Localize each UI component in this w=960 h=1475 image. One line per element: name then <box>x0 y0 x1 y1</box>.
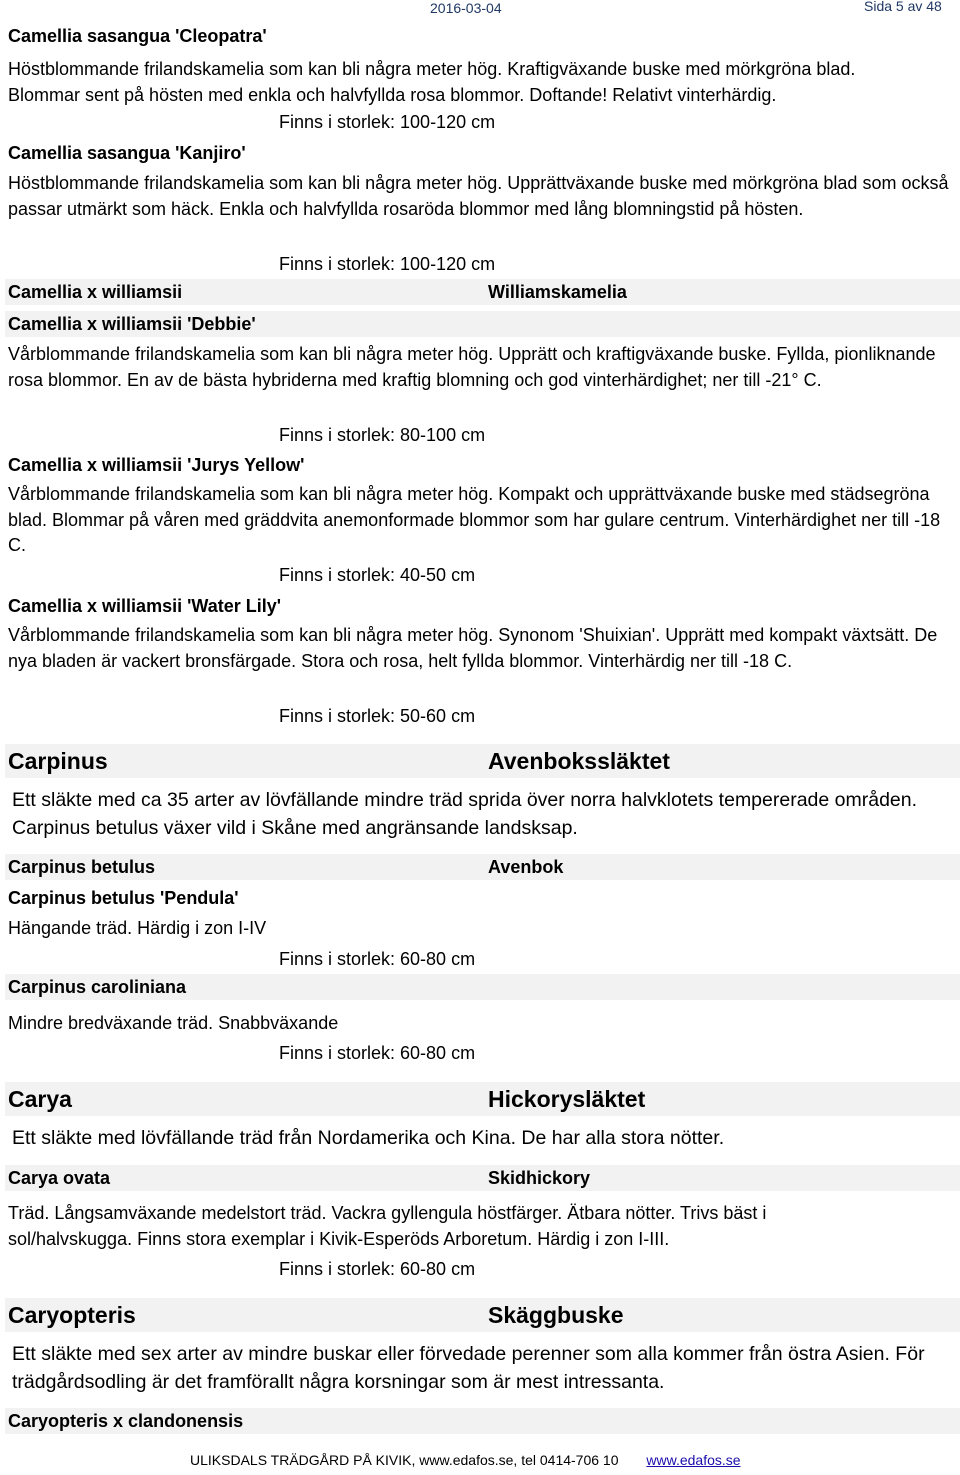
footer <box>190 1452 741 1468</box>
entry-size: Finns i storlek: 60-80 cm <box>279 949 476 969</box>
entry-size: Finns i storlek: 40-50 cm <box>279 565 476 585</box>
entry-description: Vårblommande frilandskamelia som kan bli några meter hög. Upprätt och kraftigväxande buske. Fyllda, pionliknande rosa blommor. En av de bästa hybriderna med kraftig blomning och god vinterhärdighet; ner till -21° C. <box>8 344 936 390</box>
species-name: Carpinus betulus <box>8 857 156 877</box>
page-number: Sida 5 av 48 <box>864 0 942 14</box>
entry-title: Carpinus caroliniana <box>5 974 960 1000</box>
entry-description: Träd. Långsamväxande medelstort träd. Vackra gyllengula höstfärger. Ätbara nötter. Trivs bäst i sol/halvskugga. Finns stora exemplar i Kivik-Esperöds Arboretum. Härdig i zon I-III. <box>8 1203 767 1249</box>
genus-header <box>5 1082 960 1116</box>
entry-description: Höstblommande frilandskamelia som kan bli några meter hög. Upprättväxande buske med mörkgröna blad som också passar utmärkt som häck. Enkla och halvfyllda rosaröda blommor med lång blomningstid på hösten. <box>8 173 949 219</box>
entry-title: Camellia x williamsii 'Water Lily' <box>8 596 281 616</box>
common-name: Avenbok <box>488 857 564 877</box>
entry-description: Mindre bredväxande träd. Snabbväxande <box>8 1013 339 1033</box>
entry-size: Finns i storlek: 50-60 cm <box>279 706 476 726</box>
entry-description: Vårblommande frilandskamelia som kan bli några meter hög. Kompakt och upprättväxande buske med städsegröna blad. Blommar på våren med gräddvita anemonformade blommor som har gulare centrum. Vinterhärdighet ner till -18 C. <box>8 484 941 555</box>
footer-link[interactable]: www.edafos.se <box>646 1452 741 1468</box>
entry-size: Finns i storlek: 100-120 cm <box>279 112 496 132</box>
genus-header <box>5 744 960 778</box>
species-name: Carya ovata <box>8 1168 111 1188</box>
common-name: Williamskamelia <box>488 282 627 302</box>
entry-title: Camellia sasangua 'Kanjiro' <box>8 143 246 163</box>
entry-description: Vårblommande frilandskamelia som kan bli några meter hög. Synonom 'Shuixian'. Upprätt med kompakt växtsätt. De nya bladen är vackert bronsfärgade. Stora och rosa, helt fyllda blommor. Vinterhärdig ner till -18 C. <box>8 625 938 671</box>
genus-intro: Ett släkte med sex arter av mindre buskar eller förvedade perenner som alla kommer från östra Asien. För trädgårdsodling är det framförallt några korsningar som är mest intressanta. <box>12 1343 925 1393</box>
genus-name: Carpinus <box>8 748 108 774</box>
genus-name: Caryopteris <box>8 1302 136 1328</box>
entry-size: Finns i storlek: 80-100 cm <box>279 425 486 445</box>
genus-common-name: Hickorysläktet <box>488 1086 646 1112</box>
entry-size: Finns i storlek: 60-80 cm <box>279 1043 476 1063</box>
print-date: 2016-03-04 <box>430 0 502 16</box>
entry-title: Caryopteris x clandonensis <box>5 1408 960 1434</box>
entry-title: Camellia sasangua 'Cleopatra' <box>8 26 267 46</box>
genus-common-name: Skäggbuske <box>488 1302 624 1328</box>
genus-header <box>5 1298 960 1332</box>
genus-name: Carya <box>8 1086 72 1112</box>
entry-size: Finns i storlek: 100-120 cm <box>279 254 496 274</box>
genus-common-name: Avenbokssläktet <box>488 748 670 774</box>
species-name: Camellia x williamsii <box>8 282 183 302</box>
species-title <box>5 279 960 305</box>
entry-title: Camellia x williamsii 'Jurys Yellow' <box>8 455 305 475</box>
entry-title: Carpinus betulus 'Pendula' <box>8 888 239 908</box>
species-title <box>5 1165 960 1191</box>
genus-intro: Ett släkte med ca 35 arter av lövfällande mindre träd sprida över norra halvklotets tempererade områden. Carpinus betulus växer vild i Skåne med angränsande landsksap. <box>12 789 918 839</box>
genus-intro: Ett släkte med lövfällande träd från Nordamerika och Kina. De har alla stora nötter. <box>12 1127 725 1149</box>
common-name: Skidhickory <box>488 1168 591 1188</box>
entry-description: Hängande träd. Härdig i zon I-IV <box>8 918 267 938</box>
entry-description: Höstblommande frilandskamelia som kan bli några meter hög. Kraftigväxande buske med mörkgröna blad. Blommar sent på hösten med enkla och halvfyllda rosa blommor. Doftande! Relativt vinterhärdig. <box>8 59 856 105</box>
species-title <box>5 854 960 880</box>
footer-text: ULIKSDALS TRÄDGÅRD PÅ KIVIK, www.edafos.se, tel 0414-706 10 <box>190 1452 619 1468</box>
entry-size: Finns i storlek: 60-80 cm <box>279 1259 476 1279</box>
entry-title: Camellia x williamsii 'Debbie' <box>5 311 960 337</box>
